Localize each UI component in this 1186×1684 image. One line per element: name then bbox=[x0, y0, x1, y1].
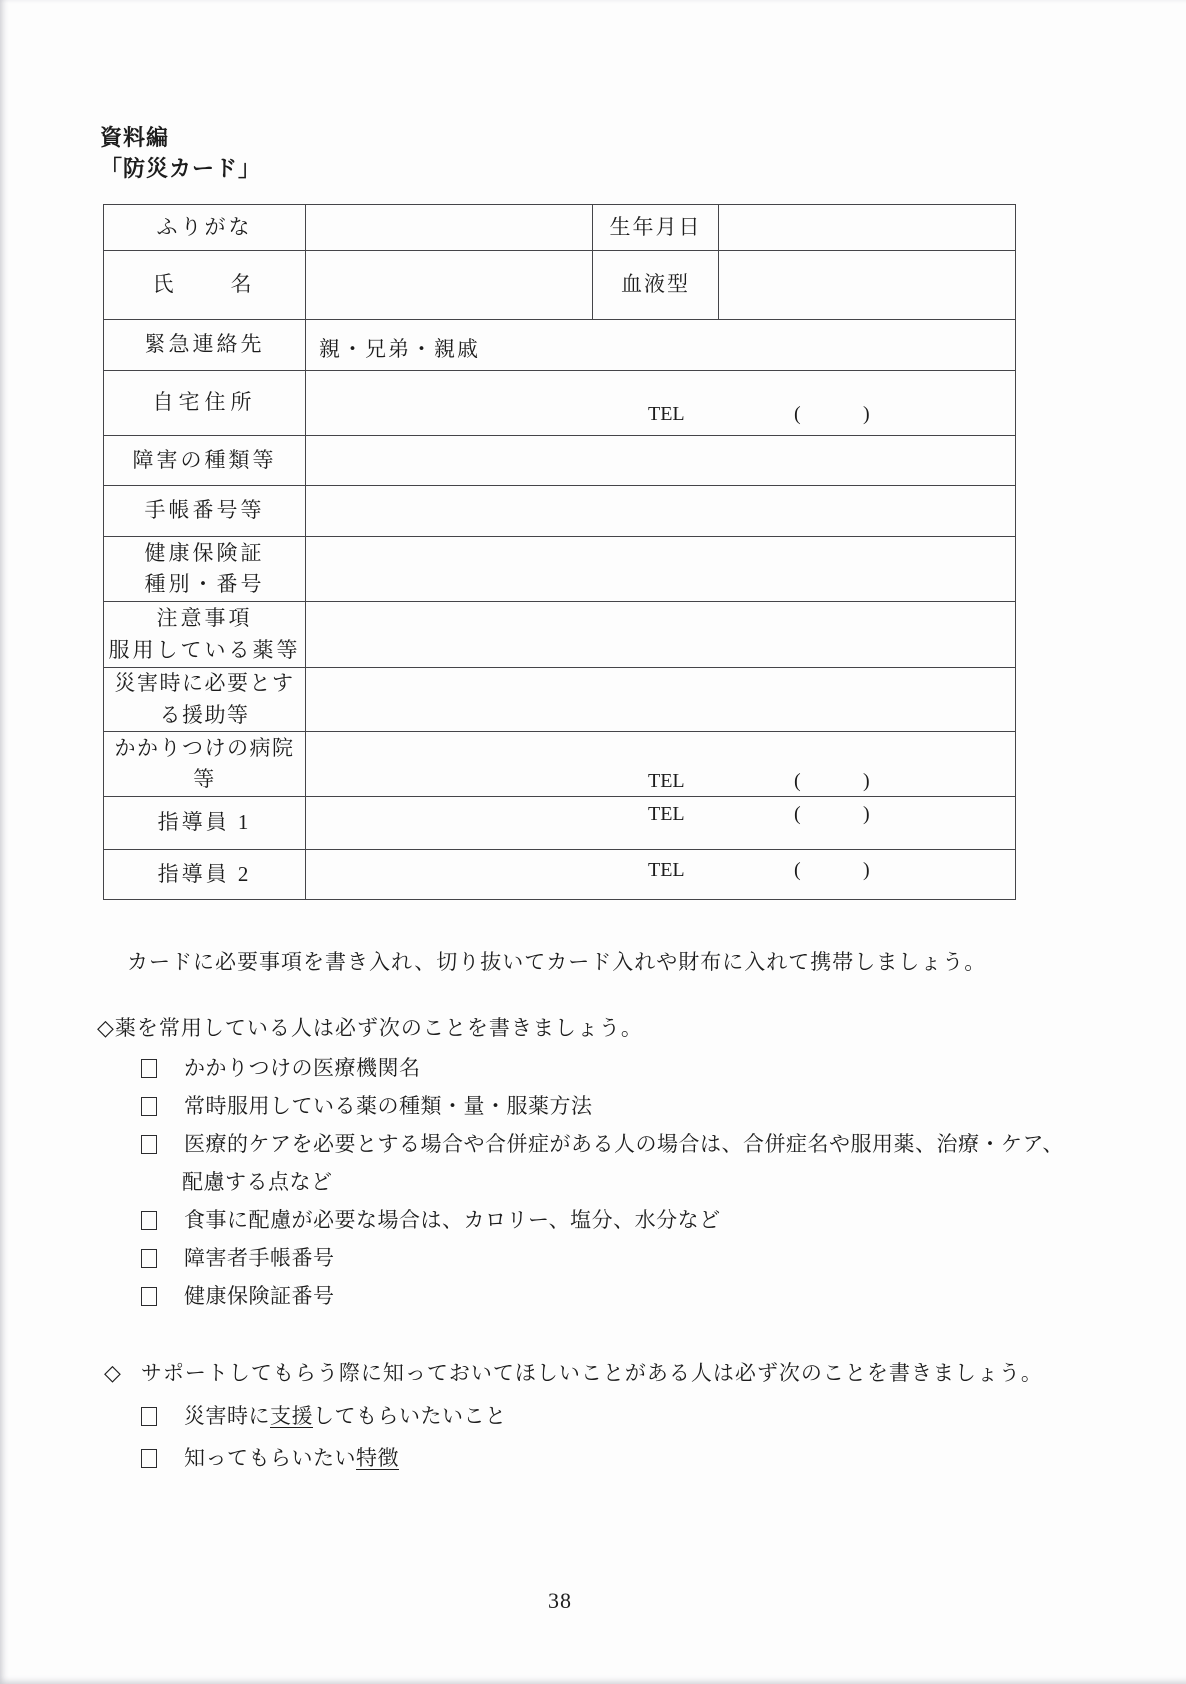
paren-open: ( bbox=[794, 770, 801, 792]
support-heading-text: サポートしてもらう際に知っておいてほしいことがある人は必ず次のことを書きましょう。 bbox=[140, 1361, 1043, 1385]
item-text: 食事に配慮が必要な場合は、カロリー、塩分、水分など bbox=[184, 1208, 721, 1232]
paren-open: ( bbox=[794, 403, 801, 425]
hospital-label-line2: 等 bbox=[193, 767, 216, 791]
row-home-address bbox=[104, 371, 1016, 436]
list-item bbox=[97, 1207, 1117, 1245]
item-text: 健康保険証番号 bbox=[184, 1284, 335, 1308]
instructor2-label: 指導員 2 bbox=[104, 850, 306, 900]
list-item-continuation: 配慮する点など bbox=[182, 1170, 333, 1194]
emergency-contact-label: 緊急連絡先 bbox=[104, 320, 306, 371]
tel-label: TEL bbox=[648, 403, 685, 425]
insurance-label-line2: 種別・番号 bbox=[144, 572, 265, 596]
assistance-label bbox=[104, 668, 306, 732]
hospital-tel-line bbox=[306, 770, 1015, 794]
insurance-label-line1: 健康保険証 bbox=[144, 540, 265, 565]
row-instructor1 bbox=[104, 797, 1016, 850]
paren-open: ( bbox=[794, 803, 801, 825]
cautions-label-line2: 服用している薬等 bbox=[108, 637, 301, 662]
insurance-value-cell bbox=[306, 537, 1016, 602]
assistance-value-cell bbox=[306, 668, 1016, 732]
paren-close: ) bbox=[863, 770, 870, 792]
section-title: 資料編 bbox=[100, 125, 170, 150]
list-item bbox=[104, 1445, 1124, 1487]
list-item bbox=[104, 1403, 1124, 1445]
paren-open: ( bbox=[794, 859, 801, 881]
bousai-card-table bbox=[103, 204, 1016, 900]
blood-type-label: 血液型 bbox=[593, 251, 719, 320]
list-item bbox=[97, 1245, 1117, 1283]
row-name bbox=[104, 251, 1016, 320]
emergency-contact-value-cell bbox=[306, 320, 1016, 371]
disability-type-value-cell bbox=[306, 436, 1016, 486]
diamond-icon: ◇ bbox=[104, 1360, 122, 1385]
support-heading bbox=[104, 1358, 1124, 1388]
instructor2-value-cell bbox=[306, 850, 1016, 900]
checkbox-icon bbox=[141, 1287, 157, 1306]
checkbox-icon bbox=[141, 1249, 157, 1268]
list-item bbox=[97, 1055, 1117, 1093]
row-emergency-contact bbox=[104, 320, 1016, 371]
card-title: 「防災カード」 bbox=[100, 156, 262, 181]
page-number: 38 bbox=[548, 1588, 572, 1613]
paren-close: ) bbox=[863, 859, 870, 881]
hospital-label bbox=[104, 732, 306, 797]
diamond-icon: ◇ bbox=[97, 1015, 115, 1040]
hospital-value-cell bbox=[306, 732, 1016, 797]
paren-close: ) bbox=[863, 403, 870, 425]
list-item bbox=[97, 1131, 1117, 1169]
checkbox-icon bbox=[141, 1059, 157, 1078]
assistance-label-line2: る援助等 bbox=[159, 702, 250, 727]
item-text-underlined: 支援 bbox=[270, 1404, 313, 1428]
row-instructor2 bbox=[104, 850, 1016, 900]
checkbox-icon bbox=[141, 1135, 157, 1154]
tel-label: TEL bbox=[648, 859, 685, 881]
cautions-label-line1: 注意事項 bbox=[156, 606, 253, 630]
item-text bbox=[184, 1445, 399, 1472]
cautions-label bbox=[104, 602, 306, 668]
section-medication bbox=[97, 1013, 1117, 1321]
home-address-value-cell bbox=[306, 371, 1016, 436]
list-item bbox=[97, 1093, 1117, 1131]
row-cautions bbox=[104, 602, 1016, 668]
carry-note: カードに必要事項を書き入れ、切り抜いてカード入れや財布に入れて携帯しましょう。 bbox=[127, 950, 987, 974]
cautions-value-cell bbox=[306, 602, 1016, 668]
birthdate-label: 生年月日 bbox=[593, 205, 719, 251]
furigana-label: ふりがな bbox=[104, 205, 306, 251]
techou-number-value-cell bbox=[306, 486, 1016, 537]
support-items bbox=[104, 1403, 1124, 1487]
checkbox-icon bbox=[141, 1407, 157, 1426]
medication-heading bbox=[97, 1013, 1117, 1043]
item-text: 医療的ケアを必要とする場合や合併症がある人の場合は、合併症名や服用薬、治療・ケア、 bbox=[184, 1132, 1064, 1156]
section-support bbox=[104, 1358, 1124, 1487]
instructor1-tel-line bbox=[306, 803, 1015, 827]
item-text bbox=[184, 1403, 507, 1430]
hospital-label-line1: かかりつけの病院 bbox=[114, 735, 295, 760]
home-address-tel-line bbox=[306, 403, 1015, 427]
row-techou-number bbox=[104, 486, 1016, 537]
row-furigana bbox=[104, 205, 1016, 251]
row-disability-type bbox=[104, 436, 1016, 486]
techou-number-label: 手帳番号等 bbox=[104, 486, 306, 537]
checkbox-icon bbox=[141, 1449, 157, 1468]
paren-close: ) bbox=[863, 803, 870, 825]
disability-type-label: 障害の種類等 bbox=[104, 436, 306, 486]
instructor1-label: 指導員 1 bbox=[104, 797, 306, 850]
medication-items bbox=[97, 1055, 1117, 1321]
assistance-label-line1: 災害時に必要とす bbox=[114, 671, 295, 695]
checkbox-icon bbox=[141, 1211, 157, 1230]
emergency-contact-value: 親・兄弟・親戚 bbox=[319, 337, 480, 361]
name-label: 氏 名 bbox=[104, 251, 306, 320]
item-text-underlined: 特徴 bbox=[356, 1446, 399, 1470]
name-value-cell bbox=[306, 251, 593, 320]
item-text-pre: 災害時に bbox=[184, 1404, 270, 1428]
furigana-value-cell bbox=[306, 205, 593, 251]
item-text: かかりつけの医療機関名 bbox=[184, 1056, 421, 1080]
tel-label: TEL bbox=[648, 803, 685, 825]
instructor1-value-cell bbox=[306, 797, 1016, 850]
document-header bbox=[100, 122, 261, 184]
instructor2-tel-line bbox=[306, 859, 1015, 883]
item-text-post: してもらいたいこと bbox=[313, 1404, 507, 1428]
item-text: 障害者手帳番号 bbox=[184, 1246, 335, 1270]
item-text-pre: 知ってもらいたい bbox=[184, 1446, 356, 1470]
tel-label: TEL bbox=[648, 770, 685, 792]
checkbox-icon bbox=[141, 1097, 157, 1116]
list-item bbox=[97, 1283, 1117, 1321]
birthdate-value-cell bbox=[719, 205, 1016, 251]
medication-heading-text: 薬を常用している人は必ず次のことを書きましょう。 bbox=[114, 1016, 643, 1040]
row-hospital bbox=[104, 732, 1016, 797]
row-assistance bbox=[104, 668, 1016, 732]
insurance-label bbox=[104, 537, 306, 602]
item-text: 常時服用している薬の種類・量・服薬方法 bbox=[184, 1094, 593, 1118]
blood-type-value-cell bbox=[719, 251, 1016, 320]
row-insurance bbox=[104, 537, 1016, 602]
home-address-label: 自宅住所 bbox=[104, 371, 306, 436]
